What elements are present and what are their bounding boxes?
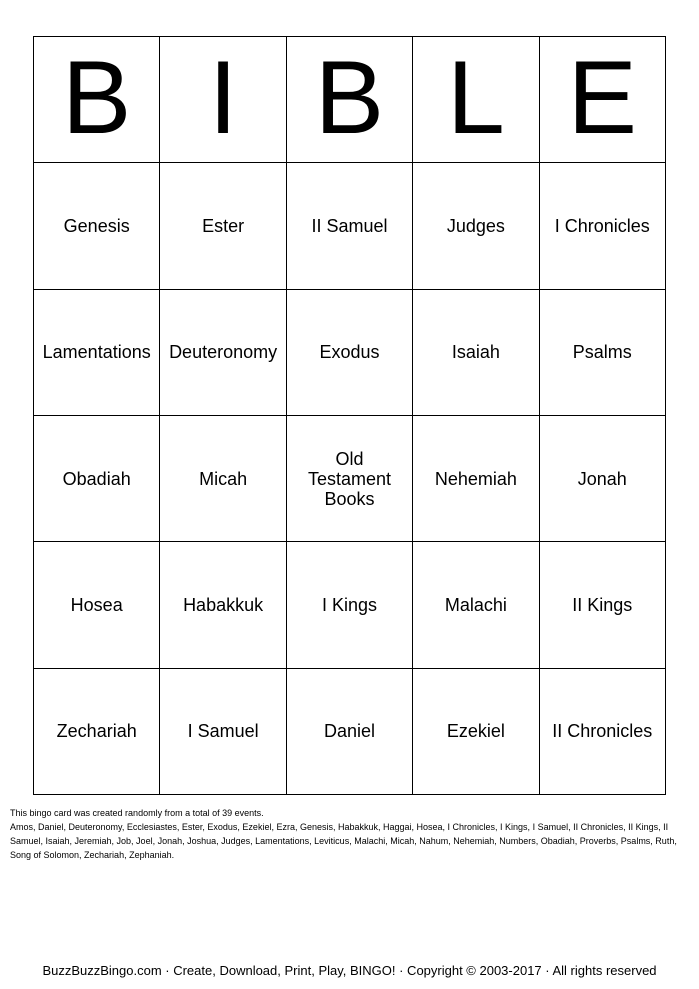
bingo-cell: Habakkuk	[160, 542, 286, 668]
bingo-cell: Judges	[413, 163, 539, 289]
bingo-cell: Obadiah	[34, 416, 160, 542]
bingo-cell: II Samuel	[287, 163, 413, 289]
header-letter: E	[540, 37, 666, 163]
bingo-cell: Malachi	[413, 542, 539, 668]
bingo-cell: I Chronicles	[540, 163, 666, 289]
header-letter: I	[160, 37, 286, 163]
bingo-cell: Psalms	[540, 290, 666, 416]
card-info	[10, 806, 685, 862]
bingo-cell: Lamentations	[34, 290, 160, 416]
bingo-cell: Zechariah	[34, 669, 160, 795]
bingo-cell: II Chronicles	[540, 669, 666, 795]
bingo-cell: Genesis	[34, 163, 160, 289]
bingo-cell: Hosea	[34, 542, 160, 668]
header-letter: B	[34, 37, 160, 163]
bingo-cell: Nehemiah	[413, 416, 539, 542]
page-footer: BuzzBuzzBingo.com · Create, Download, Print, Play, BINGO! · Copyright © 2003-2017 · All rights reserved	[42, 963, 657, 978]
bingo-cell: Daniel	[287, 669, 413, 795]
header-letter: L	[413, 37, 539, 163]
bingo-cell: I Kings	[287, 542, 413, 668]
bingo-cell: Jonah	[540, 416, 666, 542]
bingo-cell: Micah	[160, 416, 286, 542]
events-list: Amos, Daniel, Deuteronomy, Ecclesiastes, Ester, Exodus, Ezekiel, Ezra, Genesis, Habakkuk, Haggai, Hosea, I Chronicles, I Kings, I Samuel, II Chronicles, II Kings, II Samuel, Isaiah, Jeremiah, Job, Joel, Jonah, Joshua, Judges, Lamentations, Leviticus, Malachi, Micah, Nahum, Nehemiah, Numbers, Obadiah, Proverbs, Psalms, Ruth, Song of Solomon, Zechariah, Zephaniah.	[10, 822, 677, 860]
bingo-cell: II Kings	[540, 542, 666, 668]
info-summary: This bingo card was created randomly from a total of 39 events.	[10, 808, 264, 818]
bingo-cell: Exodus	[287, 290, 413, 416]
bingo-card	[33, 36, 666, 795]
bingo-cell: Ester	[160, 163, 286, 289]
header-letter: B	[287, 37, 413, 163]
bingo-cell: Isaiah	[413, 290, 539, 416]
bingo-cell: Ezekiel	[413, 669, 539, 795]
free-space-cell: Old Testament Books	[287, 416, 413, 542]
bingo-cell: Deuteronomy	[160, 290, 286, 416]
bingo-cell: I Samuel	[160, 669, 286, 795]
